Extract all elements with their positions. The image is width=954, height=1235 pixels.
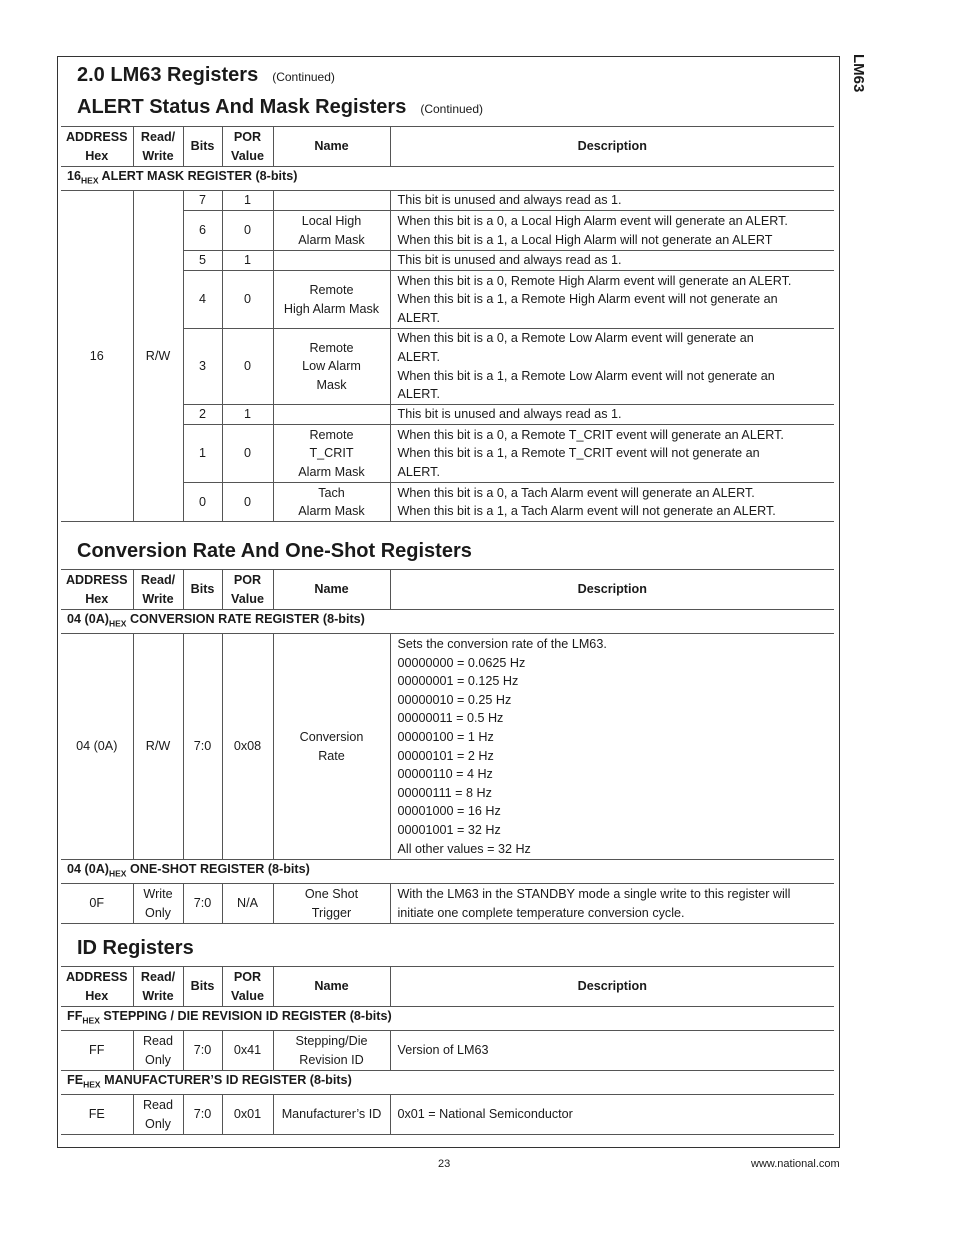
col-bits: Bits — [183, 967, 222, 1007]
register-title-row — [61, 860, 834, 884]
name-cell: One Shot Trigger — [273, 884, 390, 924]
name-cell — [273, 251, 390, 271]
table-row — [61, 191, 834, 211]
bits-cell: 3 — [183, 329, 222, 405]
col-por: POR Value — [222, 570, 273, 610]
table-row — [61, 1095, 834, 1135]
col-address: ADDRESS Hex — [61, 967, 133, 1007]
table-row — [61, 884, 834, 924]
rw-cell: Read Only — [133, 1031, 183, 1071]
bits-cell: 7 — [183, 191, 222, 211]
name-cell: Stepping/Die Revision ID — [273, 1031, 390, 1071]
por-cell: 0 — [222, 211, 273, 251]
name-cell: Tach Alarm Mask — [273, 483, 390, 522]
por-cell: 1 — [222, 405, 273, 425]
conversion-section-heading — [77, 540, 472, 563]
register-title-row — [61, 1071, 834, 1095]
col-rw: Read/ Write — [133, 570, 183, 610]
col-bits: Bits — [183, 127, 222, 167]
col-address: ADDRESS Hex — [61, 570, 133, 610]
register-title-row — [61, 1007, 834, 1031]
address-cell: FF — [61, 1031, 133, 1071]
desc-cell: This bit is unused and always read as 1. — [390, 405, 834, 425]
rw-cell: R/W — [133, 634, 183, 860]
register-title: 04 $(0A)_{HEX}$ ONE-SHOT REGISTER (8-bits) — [61, 860, 834, 884]
conversion-section-title: Conversion Rate And One-Shot Registers — [77, 540, 472, 562]
name-cell: Remote High Alarm Mask — [273, 271, 390, 329]
register-title-row — [61, 167, 834, 191]
section-heading — [77, 64, 335, 87]
id-section-heading — [77, 937, 194, 960]
name-cell: Conversion Rate — [273, 634, 390, 860]
por-cell: 0 — [222, 329, 273, 405]
name-cell: Remote Low Alarm Mask — [273, 329, 390, 405]
name-cell: Remote T_CRIT Alarm Mask — [273, 425, 390, 483]
alert-mask-table — [61, 126, 834, 522]
col-description: Description — [390, 127, 834, 167]
name-cell — [273, 191, 390, 211]
col-name: Name — [273, 570, 390, 610]
desc-cell: When this bit is a 0, a Tach Alarm event will generate an ALERT. When this bit is a 1, a Tach Alarm event will not generate an ALERT. — [390, 483, 834, 522]
desc-cell: Sets the conversion rate of the LM63. 00000000 = 0.0625 Hz 00000001 = 0.125 Hz 00000010 = 0.25 Hz 00000011 = 0.5 Hz 00000100 = 1 Hz 00000101 = 2 Hz 00000110 = 4 Hz 00000111 = 8 Hz 00001000 = 16 Hz 00001001 = 32 Hz All other values = 32 Hz — [390, 634, 834, 860]
por-cell: 0 — [222, 425, 273, 483]
col-bits: Bits — [183, 570, 222, 610]
footer-url[interactable]: www.national.com — [751, 1158, 840, 1170]
bits-cell: 2 — [183, 405, 222, 425]
address-cell: 0F — [61, 884, 133, 924]
por-cell: 0x01 — [222, 1095, 273, 1135]
address-cell: FE — [61, 1095, 133, 1135]
conversion-rate-table — [61, 569, 834, 924]
section-note: (Continued) — [272, 70, 335, 84]
rw-cell: Read Only — [133, 1095, 183, 1135]
col-address: ADDRESS Hex — [61, 127, 133, 167]
name-cell: Local High Alarm Mask — [273, 211, 390, 251]
bits-cell: 5 — [183, 251, 222, 271]
rw-cell: Write Only — [133, 884, 183, 924]
register-title-row — [61, 610, 834, 634]
col-rw: Read/ Write — [133, 127, 183, 167]
table-row — [61, 1031, 834, 1071]
por-cell: N/A — [222, 884, 273, 924]
register-title: 04 $(0A)_{HEX}$ CONVERSION RATE REGISTER (8-bits) — [61, 610, 834, 634]
por-cell: 1 — [222, 251, 273, 271]
table-header-row — [61, 127, 834, 167]
desc-cell: When this bit is a 0, Remote High Alarm event will generate an ALERT. When this bit is a 1, a Remote High Alarm event will not generate an ALERT. — [390, 271, 834, 329]
bits-cell: 7:0 — [183, 1031, 222, 1071]
name-cell — [273, 405, 390, 425]
id-registers-table — [61, 966, 834, 1135]
table-header-row — [61, 967, 834, 1007]
bits-cell: 7:0 — [183, 1095, 222, 1135]
register-title: $FE_{HEX}$ MANUFACTURER’S ID REGISTER (8-bits) — [61, 1071, 834, 1095]
alert-section-note: (Continued) — [420, 102, 484, 116]
col-name: Name — [273, 127, 390, 167]
bits-cell: 7:0 — [183, 884, 222, 924]
desc-cell: Version of LM63 — [390, 1031, 834, 1071]
table-header-row — [61, 570, 834, 610]
por-cell: 0 — [222, 271, 273, 329]
col-rw: Read/ Write — [133, 967, 183, 1007]
por-cell: 0 — [222, 483, 273, 522]
rw-cell: R/W — [133, 191, 183, 522]
col-por: POR Value — [222, 967, 273, 1007]
register-title: $FF_{HEX}$ STEPPING / DIE REVISION ID REGISTER (8-bits) — [61, 1007, 834, 1031]
bits-cell: 4 — [183, 271, 222, 329]
side-tab-label: LM63 — [850, 54, 867, 93]
desc-cell: When this bit is a 0, a Remote T_CRIT event will generate an ALERT. When this bit is a 1, a Remote T_CRIT event will not generate an ALERT. — [390, 425, 834, 483]
desc-cell: When this bit is a 0, a Remote Low Alarm event will generate an ALERT. When this bit is a 1, a Remote Low Alarm event will not generate an ALERT. — [390, 329, 834, 405]
alert-section-heading — [77, 96, 483, 119]
side-tab — [845, 52, 869, 102]
desc-cell: 0x01 = National Semiconductor — [390, 1095, 834, 1135]
col-description: Description — [390, 967, 834, 1007]
desc-cell: With the LM63 in the STANDBY mode a single write to this register will initiate one complete temperature conversion cycle. — [390, 884, 834, 924]
bits-cell: 7:0 — [183, 634, 222, 860]
address-cell: 04 (0A) — [61, 634, 133, 860]
id-section-title: ID Registers — [77, 937, 194, 959]
address-cell: 16 — [61, 191, 133, 522]
register-title: $16_{HEX}$ ALERT MASK REGISTER (8-bits) — [61, 167, 834, 191]
por-cell: 0x41 — [222, 1031, 273, 1071]
table-row — [61, 634, 834, 860]
bits-cell: 0 — [183, 483, 222, 522]
por-cell: 1 — [222, 191, 273, 211]
name-cell: Manufacturer’s ID — [273, 1095, 390, 1135]
col-description: Description — [390, 570, 834, 610]
alert-section-title: ALERT Status And Mask Registers — [77, 96, 407, 118]
col-name: Name — [273, 967, 390, 1007]
page-number: 23 — [438, 1158, 451, 1170]
bits-cell: 6 — [183, 211, 222, 251]
bits-cell: 1 — [183, 425, 222, 483]
desc-cell: This bit is unused and always read as 1. — [390, 251, 834, 271]
col-por: POR Value — [222, 127, 273, 167]
section-title: 2.0 LM63 Registers — [77, 64, 259, 86]
por-cell: 0x08 — [222, 634, 273, 860]
desc-cell: When this bit is a 0, a Local High Alarm event will generate an ALERT. When this bit is a 1, a Local High Alarm will not generate an ALERT — [390, 211, 834, 251]
desc-cell: This bit is unused and always read as 1. — [390, 191, 834, 211]
